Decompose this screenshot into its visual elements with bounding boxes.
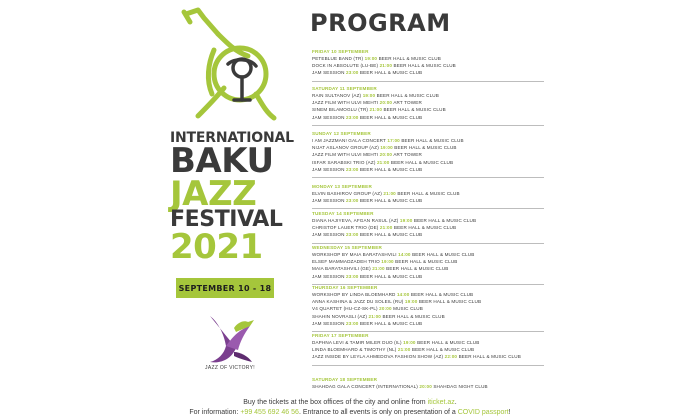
- day-divider: [312, 81, 544, 82]
- event-name: LINDA BLOEMHARD & TIMOTHY (NL): [312, 347, 397, 353]
- event-venue: BEER HALL & MUSIC CLUB: [417, 340, 480, 345]
- event-name: JAM SESSION: [312, 232, 345, 238]
- event-row: [312, 151, 572, 158]
- event-name: PETEBLUE BAND (TR): [312, 56, 364, 61]
- program-day: [312, 183, 572, 209]
- event-row: [312, 251, 572, 258]
- event-venue: MUSIC CLUB: [393, 306, 423, 312]
- event-time: 20:00: [379, 100, 393, 106]
- event-row: [312, 346, 572, 353]
- trumpet-musician-logo-icon: [178, 4, 282, 122]
- event-time: 14:00: [396, 292, 410, 297]
- event-row: [312, 298, 572, 305]
- event-row: [312, 353, 572, 360]
- event-row: [312, 159, 572, 166]
- event-name: I AM JAZZMAN! GALA CONCERT: [312, 138, 386, 143]
- event-row: [312, 320, 572, 327]
- event-row: [312, 106, 572, 113]
- event-time: 23:00: [345, 114, 359, 120]
- day-title: FRIDAY 10 SEPTEMBER: [312, 49, 369, 54]
- day-title: MONDAY 13 SEPTEMBER: [312, 184, 372, 189]
- event-venue: BEER HALL & MUSIC CLUB: [382, 313, 445, 319]
- program-day: [312, 210, 572, 244]
- day-title: SATURDAY 11 SEPTEMBER: [312, 86, 377, 91]
- event-row: [312, 291, 572, 298]
- event-name: JAZZ FILM WITH ULVI MEHTI: [312, 152, 379, 158]
- day-divider: [312, 365, 544, 366]
- event-name: ANNA KASHINA & JAZZ DU SOLEIL (RU): [312, 299, 404, 305]
- program-day: [312, 376, 572, 390]
- event-venue: BEER HALL & MUSIC CLUB: [383, 107, 446, 113]
- day-divider: [312, 177, 544, 178]
- day-title: THURSDAY 16 SEPTEMBER: [312, 285, 378, 290]
- event-name: JAM SESSION: [312, 320, 345, 326]
- jazz-of-victory-caption: JAZZ OF VICTORY!: [205, 365, 255, 371]
- event-venue: BEER HALL & MUSIC CLUB: [393, 225, 457, 231]
- event-name: ELVIN BASHIROV GROUP (AZ): [312, 191, 382, 196]
- event-row: [312, 92, 572, 99]
- event-row: [312, 305, 572, 312]
- program-day: [312, 284, 572, 332]
- day-title: SUNDAY 12 SEPTEMBER: [312, 131, 371, 136]
- event-time: 21:00: [369, 107, 383, 113]
- event-time: 19:00: [403, 340, 416, 345]
- event-row: [312, 144, 572, 151]
- event-time: 19:00: [399, 218, 413, 223]
- event-name: DAPHNA LEVI & TAMIR MILER DUO (IL): [312, 340, 402, 345]
- event-venue: BEER HALL & MUSIC CLUB: [359, 70, 423, 76]
- event-name: V4 QUARTET (HU-CZ-SK-PL): [312, 306, 378, 312]
- title-year: 2021: [170, 226, 263, 267]
- event-name: SINEM BILAMOGLU (TR): [312, 107, 369, 113]
- event-name: CHRISTOF LAUER TRIO (DE): [312, 225, 379, 231]
- program-heading: PROGRAM: [310, 9, 451, 37]
- event-row: [312, 383, 572, 390]
- event-row: [312, 197, 572, 204]
- festival-dates-badge: SEPTEMBER 10 - 18: [176, 278, 274, 298]
- event-name: JAZZ INSIDE BY LEYLA AHMEDOVA FASHION SHOW (AZ): [312, 354, 444, 360]
- event-venue: BEER HALL & MUSIC CLUB: [359, 198, 423, 204]
- event-venue: BEER HALL & MUSIC CLUB: [410, 292, 474, 297]
- footer-tickets-line: [0, 398, 700, 408]
- event-name: ISFAR SARABSKI TRIO (AZ): [312, 159, 376, 165]
- event-time: 21:00: [376, 159, 390, 165]
- event-name: SHAHDAG GALA CONCERT (INTERNATIONAL): [312, 384, 418, 389]
- event-time: 23:00: [345, 273, 359, 279]
- event-time: 19:00: [364, 56, 378, 61]
- event-venue: BEER HALL & MUSIC CLUB: [395, 259, 458, 265]
- event-venue: BEER HALL & MUSIC CLUB: [401, 138, 464, 143]
- event-time: 23:00: [345, 166, 359, 172]
- event-row: [312, 55, 572, 62]
- footer: [0, 398, 700, 418]
- event-venue: BEER HALL & MUSIC CLUB: [412, 252, 475, 257]
- day-title: SATURDAY 18 SEPTEMBER: [312, 377, 378, 382]
- event-venue: BEER HALL & MUSIC CLUB: [359, 320, 423, 326]
- footer-info-line: [0, 408, 700, 418]
- event-venue: BEER HALL & MUSIC CLUB: [394, 145, 457, 151]
- event-venue: SHAHDAG NIGHT CLUB: [433, 384, 488, 389]
- event-name: SHAHIN NOVRASLI (AZ): [312, 313, 368, 319]
- event-venue: BEER HALL & MUSIC CLUB: [359, 114, 423, 120]
- event-time: 23:00: [345, 198, 359, 204]
- event-time: 19:00: [362, 93, 376, 98]
- event-time: 20:00: [379, 152, 393, 158]
- title-baku: BAKU: [170, 141, 274, 182]
- event-name: MAIA BARATASHVILI (GE): [312, 266, 371, 272]
- event-row: [312, 313, 572, 320]
- event-name: JAM SESSION: [312, 273, 345, 279]
- footer-tickets-suffix: .: [454, 399, 457, 406]
- program-day: [312, 130, 572, 178]
- title-international: INTERNATIONAL: [170, 130, 294, 146]
- event-row: [312, 258, 572, 265]
- day-title: FRIDAY 17 SEPTEMBER: [312, 333, 369, 338]
- event-row: [312, 62, 572, 69]
- event-venue: ART TOWER: [393, 152, 422, 158]
- day-divider: [312, 125, 544, 126]
- event-venue: BEER HALL & MUSIC CLUB: [378, 56, 441, 61]
- event-venue: BEER HALL & MUSIC CLUB: [359, 232, 423, 238]
- event-time: 20:00: [419, 384, 432, 389]
- event-venue: BEER HALL & MUSIC CLUB: [386, 266, 449, 272]
- covid-passport-highlight: COVID passport: [457, 409, 509, 416]
- event-venue: BEER HALL & MUSIC CLUB: [411, 347, 475, 353]
- event-name: JAM SESSION: [312, 114, 345, 120]
- event-name: DIANA HAJIYEVA, AFGAN RASUL (AZ): [312, 218, 399, 223]
- event-name: RAIN SULTANOV (AZ): [312, 93, 362, 98]
- event-row: [312, 265, 572, 272]
- festival-branding: [170, 0, 294, 400]
- event-time: 23:00: [345, 70, 359, 76]
- event-name: DOCK IN ABSOLUTE (LU-BE): [312, 63, 379, 69]
- day-title: WEDNESDAY 15 SEPTEMBER: [312, 245, 383, 250]
- day-title: TUESDAY 14 SEPTEMBER: [312, 211, 374, 216]
- event-time: 19:00: [381, 259, 394, 265]
- event-venue: BEER HALL & MUSIC CLUB: [458, 354, 521, 360]
- event-name: JAM SESSION: [312, 198, 345, 204]
- event-venue: BEER HALL & MUSIC CLUB: [413, 218, 477, 223]
- event-row: [312, 339, 572, 346]
- event-venue: BEER HALL & MUSIC CLUB: [393, 63, 456, 69]
- title-festival: FESTIVAL: [170, 206, 283, 232]
- event-name: JAZZ FILM WITH ULVI MEHTI: [312, 100, 379, 106]
- festival-title: [170, 130, 294, 267]
- event-row: [312, 190, 572, 197]
- iticket-link[interactable]: iticket.az: [427, 399, 455, 406]
- program-day: [312, 332, 572, 366]
- event-venue: BEER HALL & MUSIC CLUB: [376, 93, 439, 98]
- event-venue: BEER HALL & MUSIC CLUB: [359, 166, 423, 172]
- event-name: JAM SESSION: [312, 70, 345, 76]
- event-name: JAM SESSION: [312, 166, 345, 172]
- event-time: 23:00: [345, 320, 359, 326]
- event-venue: BEER HALL & MUSIC CLUB: [397, 191, 460, 196]
- event-time: 14:00: [398, 252, 411, 257]
- program-day: [312, 244, 572, 285]
- footer-info-suffix: !: [508, 409, 511, 416]
- event-venue: BEER HALL & MUSIC CLUB: [418, 299, 482, 305]
- title-jazz: JAZZ: [170, 173, 257, 214]
- event-time: 22:00: [444, 354, 458, 360]
- event-time: 21:00: [372, 266, 385, 272]
- event-row: [312, 231, 572, 238]
- event-row: [312, 69, 572, 76]
- event-time: 23:00: [345, 232, 359, 238]
- phone-number: +99 455 692 46 56: [240, 409, 299, 416]
- footer-tickets-text: Buy the tickets at the box offices of the city and online from: [243, 399, 428, 406]
- event-venue: BEER HALL & MUSIC CLUB: [359, 273, 423, 279]
- footer-info-middle: . Entrance to all events is only on presentation of a: [298, 409, 458, 416]
- event-name: NIJAT ASLANOV GROUP (AZ): [312, 145, 379, 151]
- event-row: [312, 114, 572, 121]
- event-name: WORKSHOP BY LINDA BLOEMHARD: [312, 292, 396, 297]
- dove-icon: [204, 308, 256, 366]
- footer-info-prefix: For information:: [189, 409, 241, 416]
- event-time: 21:00: [383, 191, 396, 196]
- event-time: 19:00: [380, 145, 393, 151]
- event-row: [312, 217, 572, 224]
- event-row: [312, 224, 572, 231]
- event-time: 20:00: [379, 306, 392, 312]
- event-row: [312, 137, 572, 144]
- event-name: ELSEF MAMMADZADEH TRIO: [312, 259, 380, 265]
- event-time: 17:00: [387, 138, 400, 143]
- event-venue: BEER HALL & MUSIC CLUB: [390, 159, 454, 165]
- event-time: 21:00: [397, 347, 411, 353]
- event-row: [312, 166, 572, 173]
- program-day: [312, 85, 572, 126]
- event-name: WORKSHOP BY MAIA BARATASHVILI: [312, 252, 397, 257]
- event-row: [312, 273, 572, 280]
- event-time: 21:00: [379, 225, 393, 231]
- event-row: [312, 99, 572, 106]
- event-venue: ART TOWER: [393, 100, 422, 106]
- program-day: [312, 48, 572, 82]
- event-time: 21:00: [379, 63, 393, 69]
- event-time: 19:00: [404, 299, 418, 305]
- event-time: 21:00: [368, 313, 382, 319]
- program-section: [310, 6, 572, 389]
